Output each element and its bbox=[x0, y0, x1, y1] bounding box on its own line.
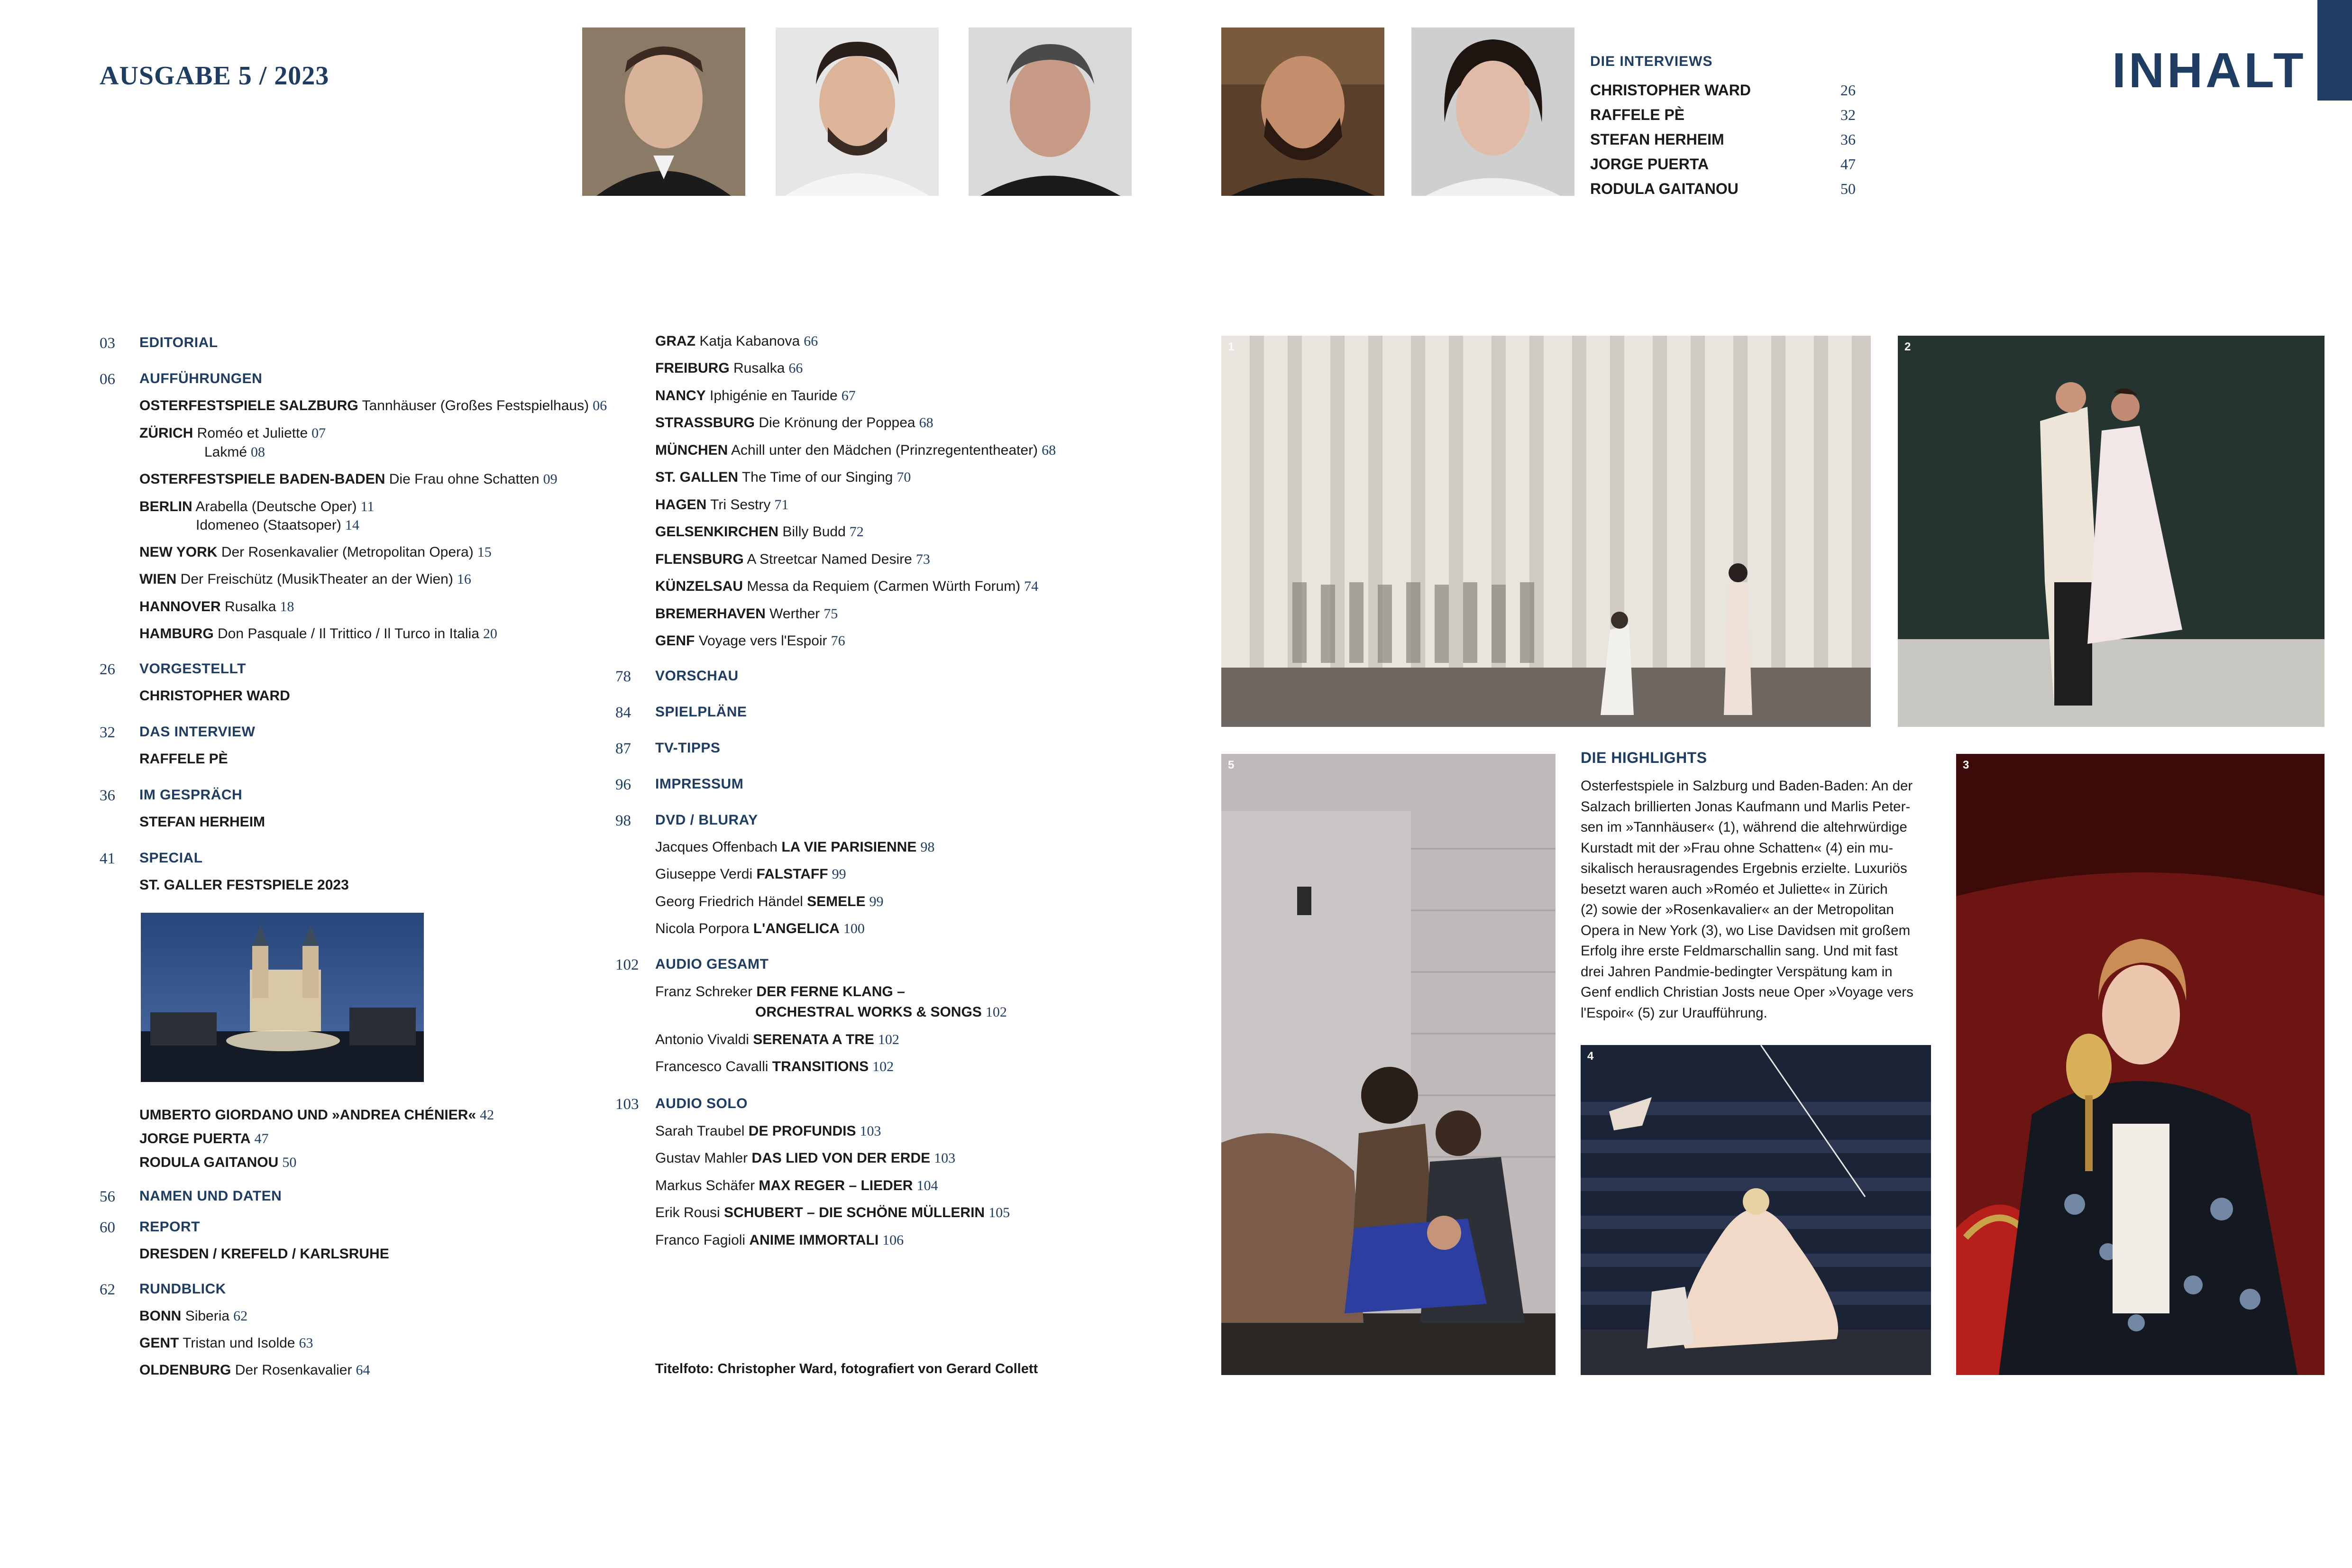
toc-entry[interactable]: Franco Fagioli ANIME IMMORTALI 106 bbox=[655, 1232, 904, 1248]
toc-entry[interactable]: ST. GALLEN The Time of our Singing 70 bbox=[655, 469, 911, 485]
toc-entry[interactable]: GENT Tristan und Isolde 63 bbox=[139, 1335, 313, 1351]
toc-entry[interactable]: Markus Schäfer MAX REGER – LIEDER 104 bbox=[655, 1178, 938, 1193]
portrait-christopher-ward bbox=[582, 28, 745, 196]
toc-entry[interactable]: Georg Friedrich Händel SEMELE 99 bbox=[655, 894, 884, 909]
toc-entry[interactable]: Sarah Traubel DE PROFUNDIS 103 bbox=[655, 1123, 881, 1139]
toc-entry[interactable]: FLENSBURG A Streetcar Named Desire 73 bbox=[655, 551, 930, 567]
toc-entry[interactable]: Erik Rousi SCHUBERT – DIE SCHÖNE MÜLLERIN 105 bbox=[655, 1205, 1010, 1220]
cover-photo-credit: Titelfoto: Christopher Ward, fotografiert von Gerard Collett bbox=[655, 1361, 1038, 1376]
toc-entry[interactable]: JORGE PUERTA 47 bbox=[139, 1131, 269, 1146]
toc-entry[interactable]: Francesco Cavalli TRANSITIONS 102 bbox=[655, 1059, 894, 1074]
toc-entry[interactable]: BONN Siberia 62 bbox=[139, 1308, 248, 1324]
toc-entry[interactable]: ZÜRICH Roméo et Juliette 07 bbox=[139, 425, 326, 441]
interviews-heading: DIE INTERVIEWS bbox=[1590, 54, 1713, 69]
toc-entry[interactable]: STRASSBURG Die Krönung der Poppea 68 bbox=[655, 415, 933, 431]
toc-entry[interactable]: RODULA GAITANOU 50 bbox=[139, 1155, 297, 1170]
toc-entry[interactable]: Jacques Offenbach LA VIE PARISIENNE 98 bbox=[655, 839, 935, 855]
toc-entry[interactable]: RAFFELE PÈ bbox=[139, 751, 228, 767]
photo-5-voyage-vers-l-espoir: 5 bbox=[1221, 754, 1556, 1375]
toc-entry[interactable]: CHRISTOPHER WARD bbox=[139, 688, 290, 704]
toc-entry[interactable]: HANNOVER Rusalka 18 bbox=[139, 599, 294, 614]
photo-3-rosenkavalier: 3 bbox=[1956, 754, 2325, 1375]
toc-entry[interactable]: HAGEN Tri Sestry 71 bbox=[655, 497, 789, 513]
toc-entry[interactable]: OSTERFESTSPIELE BADEN-BADEN Die Frau ohne Schatten 09 bbox=[139, 471, 558, 487]
toc-entry[interactable]: GRAZ Katja Kabanova 66 bbox=[655, 333, 818, 349]
toc-entry[interactable]: WIEN Der Freischütz (MusikTheater an der Wien) 16 bbox=[139, 571, 471, 587]
interview-item[interactable]: RODULA GAITANOU 50 bbox=[1590, 180, 1856, 197]
interview-item[interactable]: JORGE PUERTA 47 bbox=[1590, 156, 1856, 173]
toc-entry[interactable]: DRESDEN / KREFELD / KARLSRUHE bbox=[139, 1246, 389, 1262]
portrait-jorge-puerta bbox=[1221, 28, 1384, 196]
toc-entry[interactable]: Antonio Vivaldi SERENATA A TRE 102 bbox=[655, 1032, 899, 1047]
highlights-text: Osterfestspiele in Salzburg und Baden-Baden: An der Salzach brillierten Jonas Kaufmann und Marlis Peter- sen im »Tannhäuser« (1), während die altehrwürdige Kurstadt mit der »Frau ohne Schatten« (4) ein mu- sikalisch herausragendes Ergebnis erzielte. Luxuriös besetzt waren auch »Roméo et Juliette« in Zürich (2) sowie der »Rosenkavalier« an der Metropolitan Opera in New York (3), wo Lise Davidsen mit großem Erfolg ihre erste Feldmarschallin sang. Und mit fast drei Jahren Pandmie-bedingter Verspätung kam in Genf endlich Christian Josts neue Oper »Voyage vers l'Espoir« (5) zur Uraufführung. bbox=[1581, 778, 1913, 1021]
toc-entry[interactable]: Franz Schreker DER FERNE KLANG – bbox=[655, 984, 905, 999]
photo-1-tannhaeuser: 1 bbox=[1221, 336, 1871, 727]
edge-tab bbox=[2317, 0, 2352, 101]
toc-entry[interactable]: BREMERHAVEN Werther 75 bbox=[655, 606, 838, 622]
toc-entry[interactable]: KÜNZELSAU Messa da Requiem (Carmen Würth Forum) 74 bbox=[655, 578, 1039, 594]
toc-entry[interactable]: STEFAN HERHEIM bbox=[139, 814, 265, 830]
toc-entry[interactable]: GENF Voyage vers l'Espoir 76 bbox=[655, 633, 845, 649]
toc-entry[interactable]: NANCY Iphigénie en Tauride 67 bbox=[655, 388, 856, 403]
toc-entry[interactable]: HAMBURG Don Pasquale / Il Trittico / Il Turco in Italia 20 bbox=[139, 626, 497, 642]
highlights-heading: DIE HIGHLIGHTS bbox=[1581, 749, 1707, 766]
toc-entry[interactable]: MÜNCHEN Achill unter den Mädchen (Prinzregententheater) 68 bbox=[655, 442, 1056, 458]
toc-entry[interactable]: BERLIN Arabella (Deutsche Oper) 11 bbox=[139, 499, 375, 514]
interview-item[interactable]: STEFAN HERHEIM 36 bbox=[1590, 131, 1856, 148]
toc-entry[interactable]: OLDENBURG Der Rosenkavalier 64 bbox=[139, 1362, 370, 1378]
interview-item[interactable]: CHRISTOPHER WARD 26 bbox=[1590, 82, 1856, 99]
toc-entry[interactable]: NEW YORK Der Rosenkavalier (Metropolitan Opera) 15 bbox=[139, 544, 492, 560]
toc-entry[interactable]: Gustav Mahler DAS LIED VON DER ERDE 103 bbox=[655, 1150, 956, 1166]
toc-entry[interactable]: OSTERFESTSPIELE SALZBURG Tannhäuser (Großes Festspielhaus) 06 bbox=[139, 398, 607, 413]
toc-entry[interactable]: UMBERTO GIORDANO UND »ANDREA CHÉNIER« 42 bbox=[139, 1107, 494, 1123]
page-title: INHALT bbox=[2112, 43, 2306, 98]
portrait-rodula-gaitanou bbox=[1411, 28, 1574, 196]
photo-2-romeo-juliette: 2 bbox=[1898, 336, 2325, 727]
special-photo-st-gallen bbox=[141, 913, 424, 1082]
toc-entry[interactable]: FREIBURG Rusalka 66 bbox=[655, 360, 803, 376]
toc-entry[interactable]: Idomeneo (Staatsoper) 14 bbox=[196, 517, 359, 533]
issue-label: AUSGABE 5 / 2023 bbox=[100, 61, 329, 91]
interview-item[interactable]: RAFFELE PÈ 32 bbox=[1590, 106, 1856, 123]
toc-entry[interactable]: GELSENKIRCHEN Billy Budd 72 bbox=[655, 524, 864, 540]
toc-entry[interactable]: Lakmé 08 bbox=[204, 444, 265, 460]
photo-4-frau-ohne-schatten: 4 bbox=[1581, 1045, 1931, 1375]
toc-entry[interactable]: ORCHESTRAL WORKS & SONGS 102 bbox=[755, 1004, 1007, 1020]
portrait-raffele-pe bbox=[776, 28, 939, 196]
portrait-stefan-herheim bbox=[969, 28, 1132, 196]
toc-entry[interactable]: Nicola Porpora L'ANGELICA 100 bbox=[655, 921, 865, 936]
toc-entry[interactable]: Giuseppe Verdi FALSTAFF 99 bbox=[655, 866, 846, 882]
toc-entry[interactable]: ST. GALLER FESTSPIELE 2023 bbox=[139, 877, 349, 893]
